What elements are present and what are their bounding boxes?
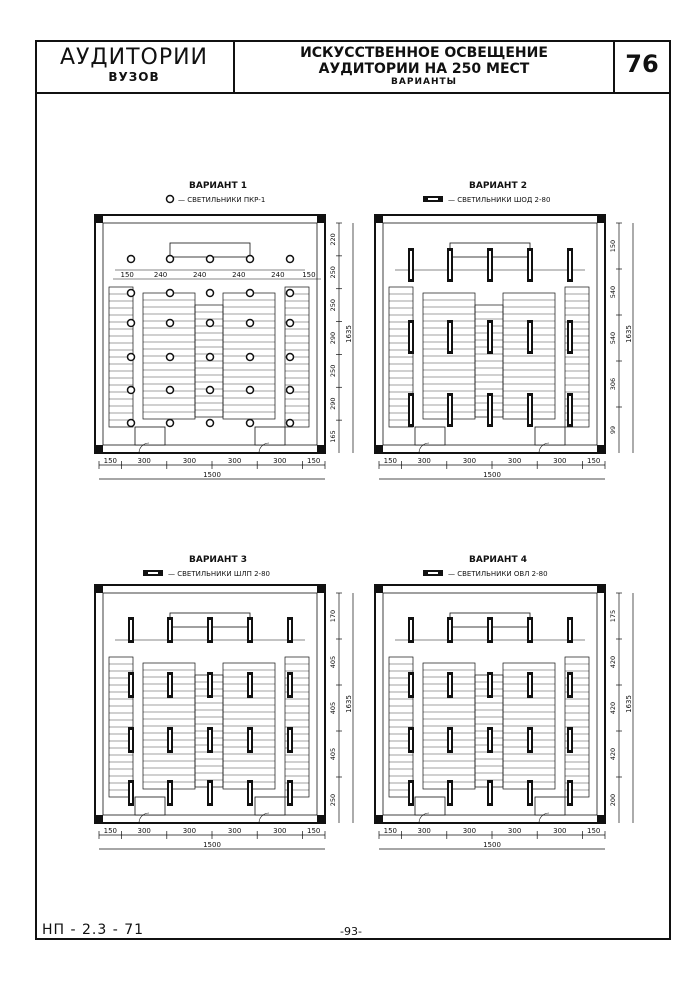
circle-fixture-icon	[167, 354, 174, 361]
bar-fixture-lamp	[209, 783, 211, 803]
wall-column	[597, 585, 605, 593]
side-dimension-label: 220	[329, 233, 337, 246]
circle-fixture-icon	[167, 256, 174, 263]
circle-fixture-icon	[207, 420, 214, 427]
bar-fixture-lamp	[410, 675, 412, 695]
bottom-dimension-label: 150	[307, 827, 321, 835]
bar-fixture-lamp	[130, 783, 132, 803]
wall-column	[375, 815, 383, 823]
plan-variant-3	[95, 555, 353, 849]
side-dimension-label: 405	[329, 747, 337, 761]
top-dimension-label: 240	[271, 271, 285, 279]
bar-fixture-lamp	[529, 730, 531, 750]
top-dimension-label: 150	[120, 271, 134, 279]
wall-column	[95, 445, 103, 453]
bar-fixture-lamp	[209, 675, 211, 695]
bar-fixture-lamp	[449, 730, 451, 750]
wall-column	[375, 215, 383, 223]
entrance-vestibule	[135, 427, 165, 445]
variant-legend: — СВЕТИЛЬНИКИ ОВЛ 2-80	[448, 570, 548, 578]
bar-fixture-lamp	[130, 620, 132, 640]
bar-fixture-lamp	[130, 675, 132, 695]
wall-column	[95, 815, 103, 823]
bottom-dimension-label: 300	[553, 827, 567, 835]
variant-title: ВАРИАНТ 3	[189, 555, 247, 565]
circle-fixture-icon	[167, 290, 174, 297]
side-dimension-label: 170	[329, 609, 337, 623]
bar-fixture-lamp	[449, 396, 451, 424]
bar-fixture-lamp	[209, 730, 211, 750]
entrance-vestibule	[535, 797, 565, 815]
circle-fixture-icon	[128, 420, 135, 427]
bar-fixture-lamp	[249, 675, 251, 695]
bar-fixture-lamp	[169, 783, 171, 803]
bottom-dimension-label: 150	[587, 457, 601, 465]
bottom-dimension-label: 150	[103, 457, 117, 465]
bar-fixture-lamp	[529, 620, 531, 640]
plan-variant-2	[375, 181, 633, 479]
circle-fixture-icon	[128, 290, 135, 297]
wall-column	[597, 445, 605, 453]
bar-fixture-lamp	[249, 783, 251, 803]
footer-page-number: -93-	[340, 925, 362, 938]
series-subtitle: ВУЗОВ	[108, 70, 160, 84]
total-dimension-label: 1500	[203, 471, 221, 479]
side-dimension-label: 250	[329, 793, 337, 807]
circle-fixture-icon	[247, 387, 254, 394]
bar-fixture-lamp	[489, 783, 491, 803]
circle-fixture-icon	[128, 354, 135, 361]
side-total-label: 1635	[625, 325, 633, 343]
sheet-title-line2: АУДИТОРИИ НА 250 МЕСТ	[318, 61, 530, 77]
wall-column	[317, 585, 325, 593]
entrance-vestibule	[535, 427, 565, 445]
side-dimension-label: 165	[329, 430, 337, 443]
wall-column	[317, 815, 325, 823]
side-dimension-label: 420	[609, 747, 617, 761]
wall-column	[95, 215, 103, 223]
bar-fixture-lamp	[410, 783, 412, 803]
circle-fixture-icon	[287, 354, 294, 361]
circle-fixture-icon	[167, 320, 174, 327]
bar-fixture-lamp	[569, 396, 571, 424]
bar-fixture-lamp	[410, 396, 412, 424]
variant-legend: — СВЕТИЛЬНИКИ ШОД 2-80	[448, 196, 551, 204]
bottom-dimension-label: 300	[273, 827, 287, 835]
bottom-dimension-label: 300	[417, 827, 431, 835]
entrance-vestibule	[415, 797, 445, 815]
bar-fixture-lamp	[489, 323, 491, 351]
bar-fixture-lamp	[410, 730, 412, 750]
bar-fixture-lamp	[489, 620, 491, 640]
series-title: АУДИТОРИИ	[59, 45, 209, 70]
wall-column	[95, 585, 103, 593]
side-total-label: 1635	[625, 695, 633, 713]
bottom-dimension-label: 300	[507, 457, 522, 465]
bottom-dimension-label: 300	[462, 827, 477, 835]
bottom-dimension-label: 300	[462, 457, 477, 465]
bar-fixture-lamp	[209, 620, 211, 640]
circle-fixture-icon	[287, 290, 294, 297]
side-dimension-label: 540	[609, 285, 617, 299]
bar-fixture-lamp	[410, 323, 412, 351]
legend-bar-fixture-inner	[428, 198, 438, 200]
circle-fixture-icon	[247, 256, 254, 263]
bar-fixture-lamp	[529, 675, 531, 695]
bar-fixture-lamp	[489, 675, 491, 695]
circle-fixture-icon	[207, 354, 214, 361]
top-dimension-label: 240	[232, 271, 246, 279]
bottom-dimension-label: 300	[137, 457, 151, 465]
bar-fixture-lamp	[529, 783, 531, 803]
legend-bar-fixture-inner	[428, 572, 438, 574]
bottom-dimension-label: 300	[182, 827, 197, 835]
variant-legend: — СВЕТИЛЬНИКИ ПКР-1	[178, 196, 266, 204]
bottom-dimension-label: 300	[507, 827, 522, 835]
bar-fixture-lamp	[449, 620, 451, 640]
bar-fixture-lamp	[529, 323, 531, 351]
side-dimension-label: 200	[609, 793, 617, 807]
circle-fixture-icon	[247, 354, 254, 361]
circle-fixture-icon	[287, 256, 294, 263]
bar-fixture-lamp	[569, 620, 571, 640]
bar-fixture-lamp	[489, 730, 491, 750]
wall-column	[375, 445, 383, 453]
wall-column	[317, 445, 325, 453]
sheet-title-line1: ИСКУССТВЕННОЕ ОСВЕЩЕНИЕ	[300, 45, 548, 61]
circle-fixture-icon	[207, 290, 214, 297]
side-dimension-label: 175	[609, 609, 617, 623]
bottom-dimension-label: 150	[307, 457, 321, 465]
side-dimension-label: 405	[329, 655, 337, 669]
side-dimension-label: 150	[609, 239, 617, 253]
wall-column	[375, 585, 383, 593]
bar-fixture-lamp	[289, 620, 291, 640]
top-dimension-label: 240	[153, 271, 168, 279]
bottom-dimension-label: 150	[103, 827, 117, 835]
side-dimension-label: 405	[329, 701, 337, 715]
side-dimension-label: 290	[329, 331, 337, 345]
bar-fixture-lamp	[289, 675, 291, 695]
side-dimension-label: 250	[329, 266, 337, 279]
plan-variant-4	[375, 555, 633, 849]
bar-fixture-lamp	[249, 620, 251, 640]
variant-legend: — СВЕТИЛЬНИКИ ШЛП 2-80	[168, 570, 270, 578]
bottom-dimension-label: 150	[383, 457, 397, 465]
legend-bar-fixture-inner	[148, 572, 158, 574]
circle-fixture-icon	[207, 387, 214, 394]
bottom-dimension-label: 300	[227, 827, 242, 835]
total-dimension-label: 1500	[483, 841, 501, 849]
bottom-dimension-label: 300	[273, 457, 287, 465]
bar-fixture-lamp	[169, 620, 171, 640]
top-dimension-label: 240	[192, 271, 207, 279]
side-dimension-label: 420	[609, 701, 617, 715]
entrance-vestibule	[255, 797, 285, 815]
bar-fixture-lamp	[410, 620, 412, 640]
entrance-vestibule	[255, 427, 285, 445]
bar-fixture-lamp	[169, 675, 171, 695]
variant-title: ВАРИАНТ 4	[469, 555, 527, 565]
bar-fixture-lamp	[169, 730, 171, 750]
side-dimension-label: 306	[609, 377, 617, 391]
circle-fixture-icon	[128, 256, 135, 263]
wall-column	[317, 215, 325, 223]
bottom-dimension-label: 300	[227, 457, 242, 465]
bar-fixture-lamp	[289, 783, 291, 803]
bar-fixture-lamp	[569, 323, 571, 351]
plan-variant-1	[95, 181, 353, 479]
circle-fixture-icon	[207, 256, 214, 263]
variant-title: ВАРИАНТ 2	[469, 181, 527, 191]
side-dimension-label: 420	[609, 655, 617, 669]
wall-column	[597, 815, 605, 823]
side-total-label: 1635	[345, 325, 353, 343]
bar-fixture-lamp	[410, 251, 412, 279]
circle-fixture-icon	[287, 420, 294, 427]
legend-circle-fixture-icon	[167, 196, 174, 203]
total-dimension-label: 1500	[483, 471, 501, 479]
document-code: НП - 2.3 - 71	[42, 922, 145, 938]
bar-fixture-lamp	[449, 251, 451, 279]
wall-column	[597, 215, 605, 223]
side-dimension-label: 250	[329, 364, 337, 378]
circle-fixture-icon	[128, 320, 135, 327]
entrance-vestibule	[415, 427, 445, 445]
sheet-title-line3: ВАРИАНТЫ	[391, 77, 457, 87]
side-total-label: 1635	[345, 695, 353, 713]
bottom-dimension-label: 300	[182, 457, 197, 465]
bar-fixture-lamp	[569, 251, 571, 279]
circle-fixture-icon	[287, 320, 294, 327]
bar-fixture-lamp	[529, 396, 531, 424]
bar-fixture-lamp	[449, 783, 451, 803]
bottom-dimension-label: 150	[587, 827, 601, 835]
bar-fixture-lamp	[569, 783, 571, 803]
bar-fixture-lamp	[289, 730, 291, 750]
circle-fixture-icon	[247, 420, 254, 427]
bar-fixture-lamp	[529, 251, 531, 279]
circle-fixture-icon	[167, 420, 174, 427]
total-dimension-label: 1500	[203, 841, 221, 849]
bar-fixture-lamp	[489, 251, 491, 279]
page-number: 76	[625, 50, 659, 78]
entrance-vestibule	[135, 797, 165, 815]
bottom-dimension-label: 300	[553, 457, 567, 465]
circle-fixture-icon	[207, 320, 214, 327]
side-dimension-label: 290	[329, 397, 337, 410]
circle-fixture-icon	[167, 387, 174, 394]
side-dimension-label: 250	[329, 298, 337, 312]
bottom-dimension-label: 150	[383, 827, 397, 835]
side-dimension-label: 540	[609, 331, 617, 345]
bar-fixture-lamp	[130, 730, 132, 750]
bottom-dimension-label: 300	[417, 457, 431, 465]
circle-fixture-icon	[287, 387, 294, 394]
bar-fixture-lamp	[249, 730, 251, 750]
bar-fixture-lamp	[449, 323, 451, 351]
side-dimension-label: 99	[609, 425, 617, 435]
circle-fixture-icon	[247, 320, 254, 327]
bar-fixture-lamp	[569, 730, 571, 750]
bar-fixture-lamp	[569, 675, 571, 695]
variant-title: ВАРИАНТ 1	[189, 181, 247, 191]
top-dimension-label: 150	[302, 271, 316, 279]
bottom-rule	[35, 938, 669, 940]
bar-fixture-lamp	[449, 675, 451, 695]
circle-fixture-icon	[247, 290, 254, 297]
bar-fixture-lamp	[489, 396, 491, 424]
bottom-dimension-label: 300	[137, 827, 151, 835]
circle-fixture-icon	[128, 387, 135, 394]
